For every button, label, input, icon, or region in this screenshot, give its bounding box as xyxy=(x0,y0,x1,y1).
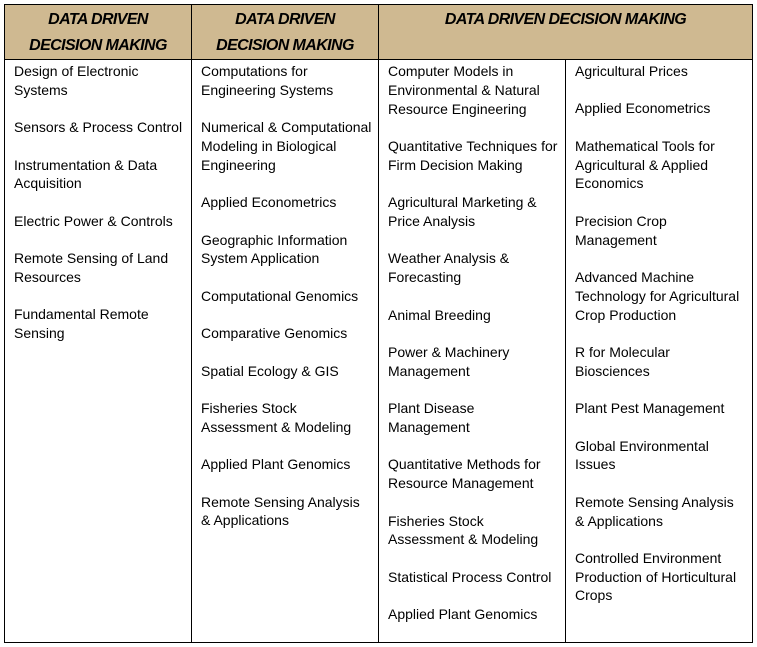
course-item: Quantitative Methods for Resource Management xyxy=(388,456,541,492)
course-item: Plant Pest Management xyxy=(575,400,725,417)
course-item: Applied Plant Genomics xyxy=(201,456,351,473)
course-item: Fundamental Remote Sensing xyxy=(14,306,149,342)
column-header xyxy=(5,5,192,60)
course-item: Plant Disease Management xyxy=(388,400,475,435)
course-list xyxy=(5,60,191,343)
course-item: Quantitative Techniques for Firm Decision Making xyxy=(388,137,558,173)
course-column xyxy=(566,60,753,643)
course-item: Sensors & Process Control xyxy=(14,119,183,136)
course-item: Precision Crop Management xyxy=(575,212,667,248)
course-item: Power & Machinery Management xyxy=(388,343,510,379)
course-item: Remote Sensing of Land Resources xyxy=(14,250,169,285)
course-column xyxy=(379,60,566,643)
column-header xyxy=(192,5,379,60)
course-item: Weather Analysis & Forecasting xyxy=(388,250,510,286)
course-row xyxy=(5,60,753,643)
course-list xyxy=(379,60,565,624)
course-item: R for Molecular Biosciences xyxy=(575,343,670,379)
course-item: Advanced Machine Technology for Agricultural Crop Production xyxy=(575,268,740,323)
course-item: Global Environmental Issues xyxy=(575,437,709,473)
column-header-wide xyxy=(379,5,753,60)
column-header-text: DATA DRIVEN DECISION MAKING xyxy=(216,11,354,54)
course-item: Remote Sensing Analysis & Applications xyxy=(575,493,734,529)
course-item: Numerical & Computational Modeling in Biological Engineering xyxy=(201,119,372,173)
course-item: Spatial Ecology & GIS xyxy=(201,362,339,379)
course-item: Fisheries Stock Assessment & Modeling xyxy=(388,512,539,548)
course-item: Computational Genomics xyxy=(201,287,359,304)
course-item: Mathematical Tools for Agricultural & Applied Economics xyxy=(575,137,715,192)
course-list xyxy=(192,60,378,530)
course-item: Comparative Genomics xyxy=(201,325,348,342)
course-item: Applied Econometrics xyxy=(201,194,337,211)
course-item: Geographic Information System Application xyxy=(201,231,348,267)
course-item: Controlled Environment Production of Horticultural Crops xyxy=(575,549,737,604)
course-item: Agricultural Prices xyxy=(575,63,688,79)
header-row xyxy=(5,5,753,60)
course-item: Applied Econometrics xyxy=(575,100,711,117)
course-table xyxy=(4,4,753,643)
course-item: Design of Electronic Systems xyxy=(14,63,139,98)
course-item: Remote Sensing Analysis & Applications xyxy=(201,493,360,529)
course-item: Instrumentation & Data Acquisition xyxy=(14,156,158,192)
course-item: Agricultural Marketing & Price Analysis xyxy=(388,194,537,229)
course-item: Electric Power & Controls xyxy=(14,212,173,229)
column-header-text: DATA DRIVEN DECISION MAKING xyxy=(444,11,687,28)
course-list xyxy=(566,60,752,605)
course-item: Statistical Process Control xyxy=(388,568,552,585)
column-header-text: DATA DRIVEN DECISION MAKING xyxy=(29,11,167,54)
course-column xyxy=(5,60,192,643)
course-item: Fisheries Stock Assessment & Modeling xyxy=(201,399,352,435)
course-column xyxy=(192,60,379,643)
course-item: Animal Breeding xyxy=(388,306,491,323)
course-item: Computations for Engineering Systems xyxy=(201,63,334,98)
course-item: Computer Models in Environmental & Natural Resource Engineering xyxy=(388,63,540,117)
course-item: Applied Plant Genomics xyxy=(388,606,538,623)
